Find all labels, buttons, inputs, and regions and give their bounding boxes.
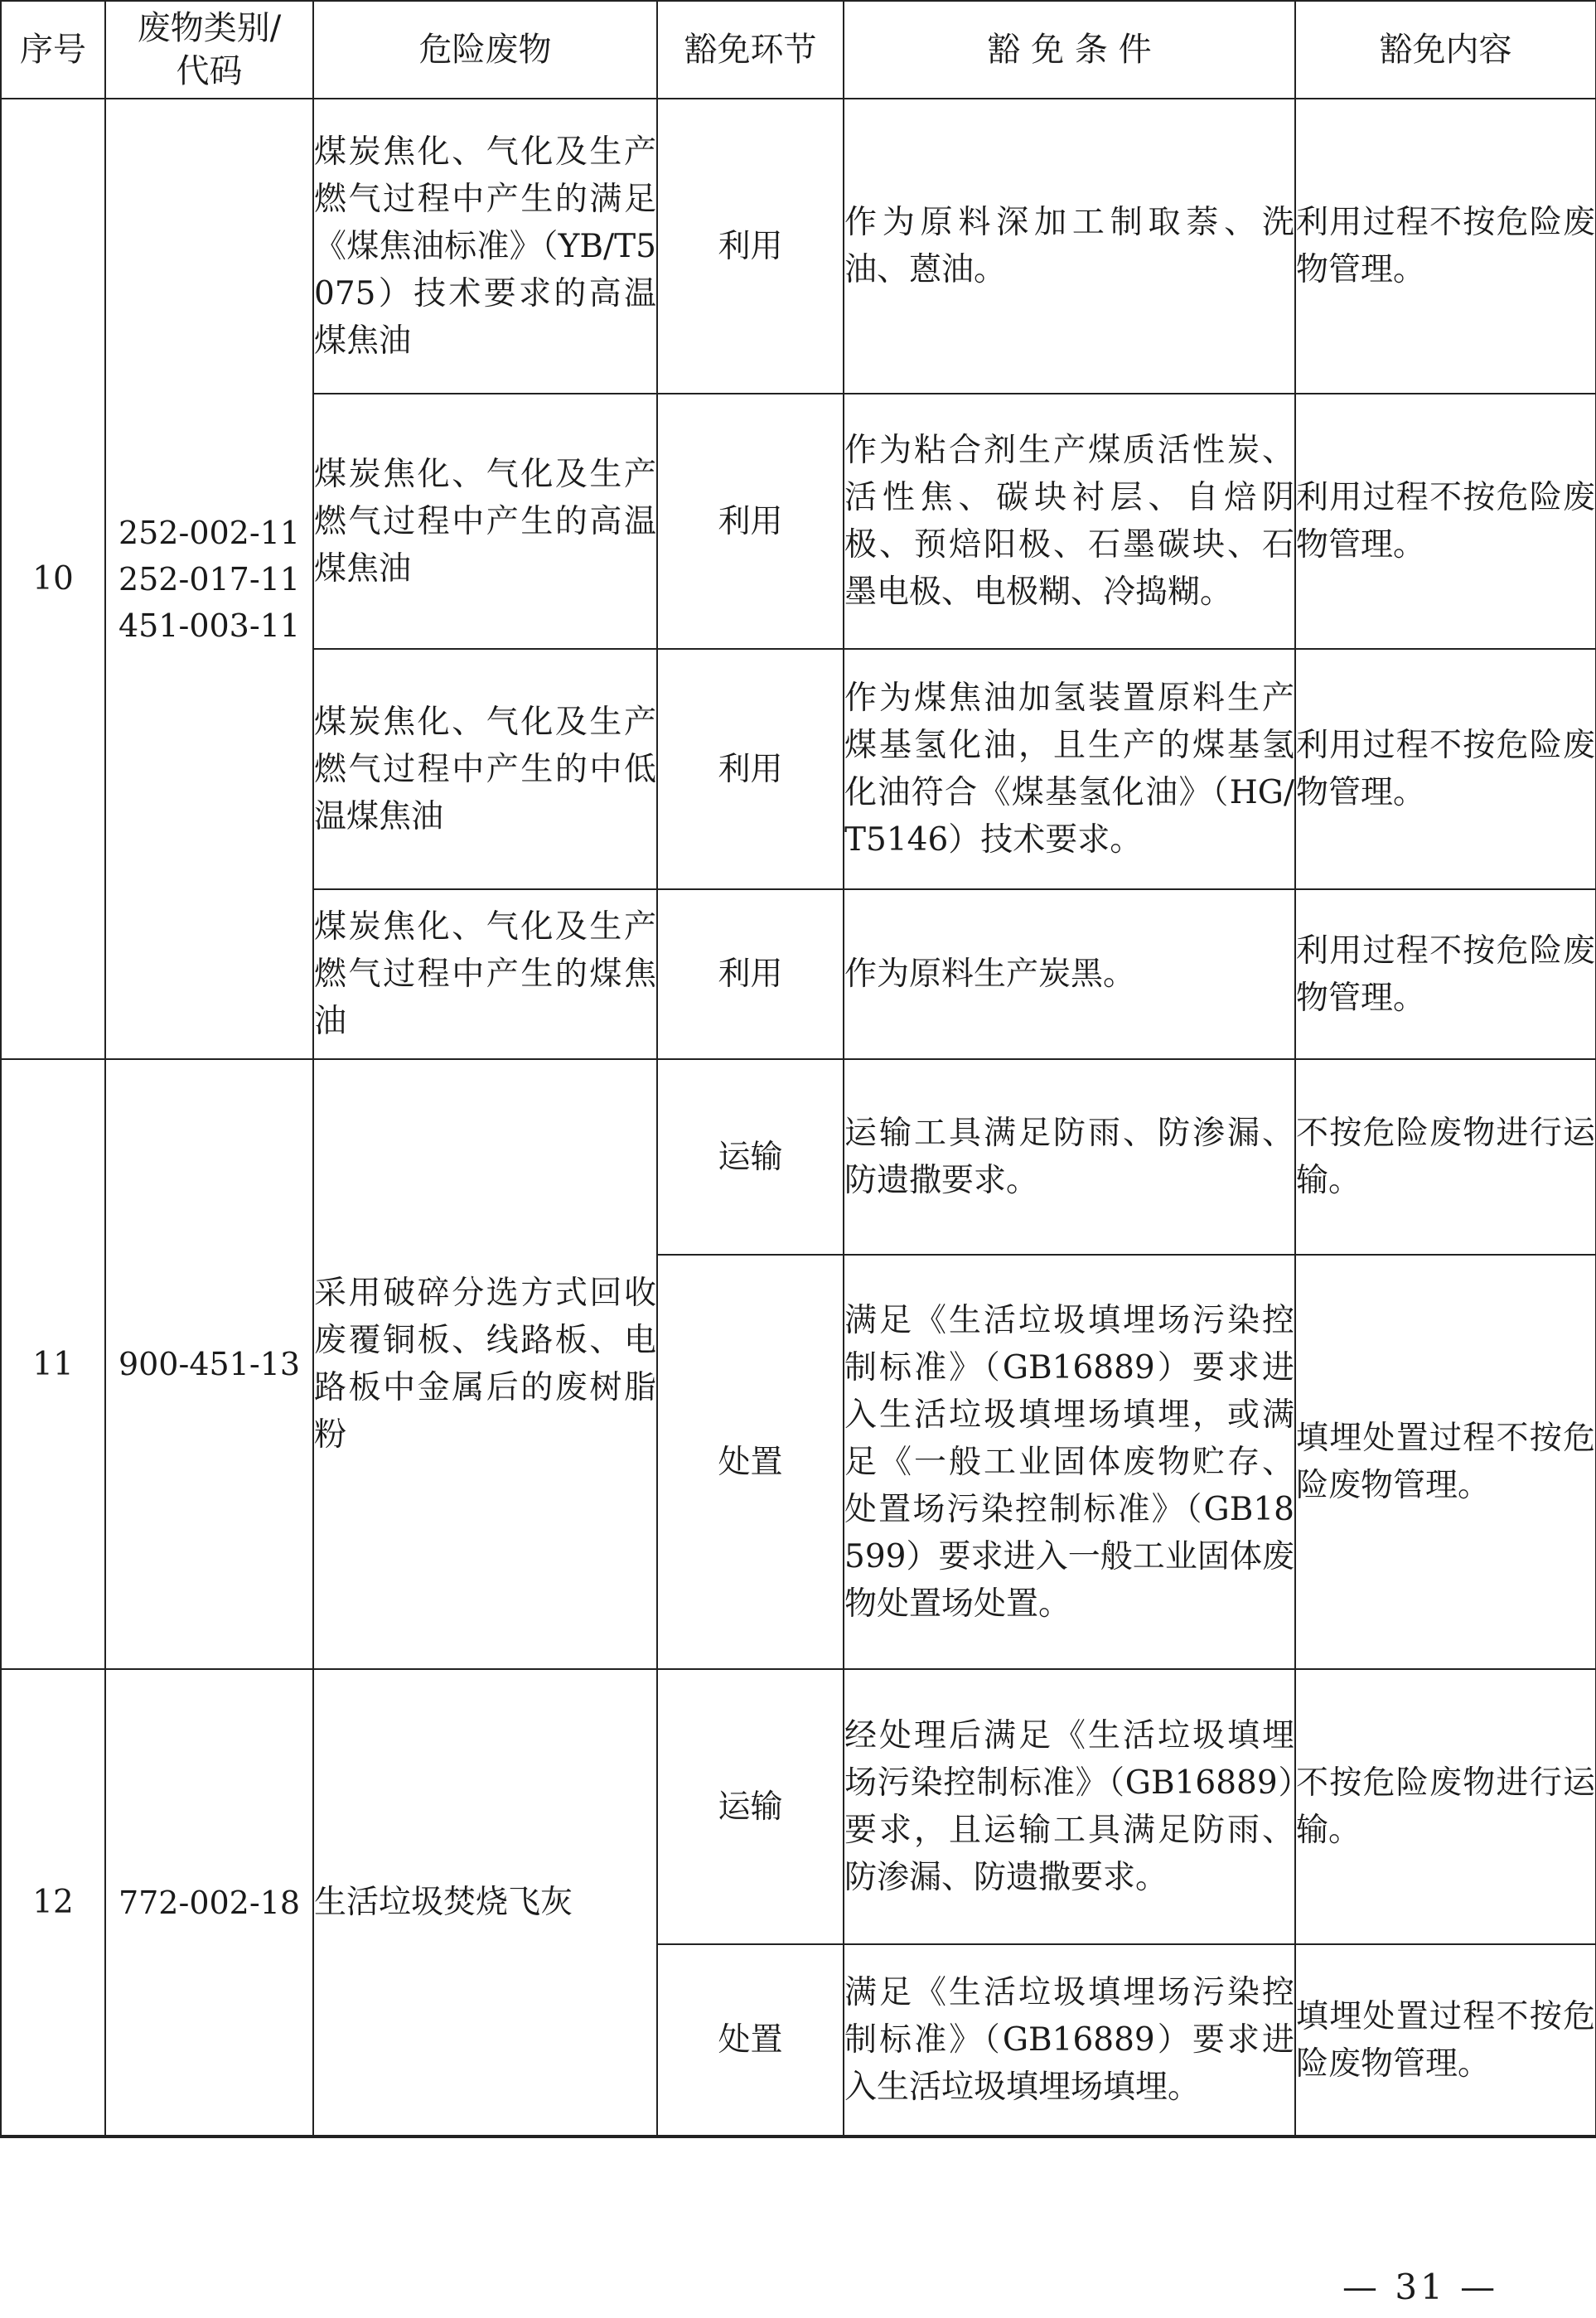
stage-cell: 处置: [657, 1944, 844, 2137]
waste-cell: 煤炭焦化、气化及生产燃气过程中产生的中低温煤焦油: [313, 649, 657, 889]
condition-cell: 经处理后满足《生活垃圾填埋场污染控制标准》（GB16889）要求，且运输工具满足防雨、防渗漏、防遗撒要求。: [844, 1669, 1295, 1944]
header-hazardous-waste: 危险废物: [313, 1, 657, 99]
condition-cell: 运输工具满足防雨、防渗漏、防遗撒要求。: [844, 1059, 1295, 1255]
content-cell: 不按危险废物进行运输。: [1295, 1059, 1596, 1255]
stage-cell: 利用: [657, 649, 844, 889]
stage-cell: 利用: [657, 99, 844, 394]
condition-cell: 作为粘合剂生产煤质活性炭、活性焦、碳块衬层、自焙阴极、预焙阳极、石墨碳块、石墨电极、电极糊、冷捣糊。: [844, 394, 1295, 649]
code-cell: 900-451-13: [105, 1059, 313, 1669]
stage-cell: 运输: [657, 1059, 844, 1255]
header-serial: 序号: [1, 1, 105, 99]
condition-cell: 满足《生活垃圾填埋场污染控制标准》（GB16889）要求进入生活垃圾填埋场填埋。: [844, 1944, 1295, 2137]
code-cell: 252-002-11 252-017-11 451-003-11: [105, 99, 313, 1059]
serial-cell: 12: [1, 1669, 105, 2137]
waste-cell: 采用破碎分选方式回收废覆铜板、线路板、电路板中金属后的废树脂粉: [313, 1059, 657, 1669]
waste-cell: 生活垃圾焚烧飞灰: [313, 1669, 657, 2137]
waste-cell: 煤炭焦化、气化及生产燃气过程中产生的煤焦油: [313, 889, 657, 1059]
table-row: [1, 1669, 1596, 1944]
content-cell: 填埋处置过程不按危险废物管理。: [1295, 1944, 1596, 2137]
condition-cell: 作为原料深加工制取萘、洗油、蒽油。: [844, 99, 1295, 394]
header-exemption-content: 豁免内容: [1295, 1, 1596, 99]
condition-cell: 作为煤焦油加氢装置原料生产煤基氢化油，且生产的煤基氢化油符合《煤基氢化油》（HG/T5146）技术要求。: [844, 649, 1295, 889]
content-cell: 不按危险废物进行运输。: [1295, 1669, 1596, 1944]
content-cell: 利用过程不按危险废物管理。: [1295, 394, 1596, 649]
serial-cell: 10: [1, 99, 105, 1059]
condition-cell: 满足《生活垃圾填埋场污染控制标准》（GB16889）要求进入生活垃圾填埋场填埋，或满足《一般工业固体废物贮存、处置场污染控制标准》（GB18599）要求进入一般工业固体废物处置场处置。: [844, 1255, 1295, 1669]
content-cell: 利用过程不按危险废物管理。: [1295, 99, 1596, 394]
code-cell: 772-002-18: [105, 1669, 313, 2137]
stage-cell: 处置: [657, 1255, 844, 1669]
waste-cell: 煤炭焦化、气化及生产燃气过程中产生的满足《煤焦油标准》（YB/T5075）技术要求的高温煤焦油: [313, 99, 657, 394]
condition-cell: 作为原料生产炭黑。: [844, 889, 1295, 1059]
content-cell: 利用过程不按危险废物管理。: [1295, 649, 1596, 889]
serial-cell: 11: [1, 1059, 105, 1669]
header-exemption-stage: 豁免环节: [657, 1, 844, 99]
stage-cell: 利用: [657, 394, 844, 649]
stage-cell: 运输: [657, 1669, 844, 1944]
table-header-row: [1, 1, 1596, 99]
header-exemption-condition: 豁 免 条 件: [844, 1, 1295, 99]
table-row: [1, 1059, 1596, 1255]
stage-cell: 利用: [657, 889, 844, 1059]
page-number: — 31 —: [1342, 2267, 1499, 2307]
waste-cell: 煤炭焦化、气化及生产燃气过程中产生的高温煤焦油: [313, 394, 657, 649]
header-category-code: 废物类别/ 代码: [105, 1, 313, 99]
table-row: [1, 99, 1596, 394]
content-cell: 填埋处置过程不按危险废物管理。: [1295, 1255, 1596, 1669]
content-cell: 利用过程不按危险废物管理。: [1295, 889, 1596, 1059]
